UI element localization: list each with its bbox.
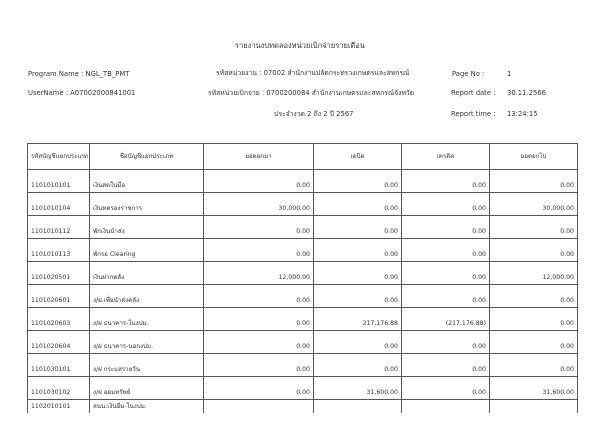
cell-credit: 0.00 — [402, 354, 490, 377]
cell-account-code: 1101010113 — [28, 239, 90, 262]
cell-account-code: 1101020501 — [28, 262, 90, 285]
cell-carried-forward: 12,000.00 — [490, 262, 578, 285]
col-header-account-name: ชื่อบัญชีแยกประเภท — [90, 144, 204, 170]
cell-debit — [314, 400, 402, 414]
cell-brought-forward: 0.00 — [204, 308, 314, 331]
cell-brought-forward: 0.00 — [204, 216, 314, 239]
cell-brought-forward: 0.00 — [204, 170, 314, 193]
report-title: รายงานงบทดลองหน่วยเบิกจ่ายรายเดือน — [235, 41, 365, 50]
table-row — [28, 239, 578, 262]
table-row — [28, 285, 578, 308]
cell-brought-forward: 0.00 — [204, 377, 314, 400]
cell-carried-forward: 0.00 — [490, 331, 578, 354]
cell-account-code: 1101010104 — [28, 193, 90, 216]
cell-account-name: เงินทดรองราชการ — [90, 193, 204, 216]
cell-account-name: เงินสดในมือ — [90, 170, 204, 193]
report-period: ประจำงวด 2 ถึง 2 ปี 2567 — [274, 110, 354, 118]
cell-credit: 0.00 — [402, 170, 490, 193]
report-time-value: 13:24:15 — [507, 110, 538, 118]
cell-account-name: ง/ฝ ธนาคาร-ในงปม. — [90, 308, 204, 331]
cell-account-code: 1101030102 — [28, 377, 90, 400]
trial-balance-table — [27, 143, 578, 413]
cell-account-code: 1101010112 — [28, 216, 90, 239]
cell-brought-forward: 0.00 — [204, 331, 314, 354]
cell-debit: 0.00 — [314, 331, 402, 354]
cell-account-name: พักรอ Clearing — [90, 239, 204, 262]
cell-debit: 0.00 — [314, 262, 402, 285]
report-date-label: Report date : — [451, 89, 496, 97]
table-row — [28, 308, 578, 331]
cell-brought-forward: 12,000.00 — [204, 262, 314, 285]
cell-carried-forward: 0.00 — [490, 308, 578, 331]
table-header-row — [28, 144, 578, 170]
col-header-brought-forward: ยอดยกมา — [204, 144, 314, 170]
cell-debit: 0.00 — [314, 285, 402, 308]
page-no-label: Page No : — [452, 70, 485, 78]
cell-account-name: ง/ฝ ออมทรัพย์ — [90, 377, 204, 400]
cell-credit: 0.00 — [402, 285, 490, 308]
report-time-label: Report time : — [451, 110, 496, 118]
cell-account-code: 1101010101 — [28, 170, 90, 193]
report-date-value: 30.11.2566 — [507, 89, 546, 97]
table-row — [28, 216, 578, 239]
table-row — [28, 193, 578, 216]
cell-debit: 31,600.00 — [314, 377, 402, 400]
table-row — [28, 170, 578, 193]
cell-account-code: 1101020604 — [28, 331, 90, 354]
cell-debit: 217,176.88 — [314, 308, 402, 331]
cell-account-name: ง/ฝ กระแสรายวัน — [90, 354, 204, 377]
username: UserName : A07002000841001 — [28, 89, 136, 97]
cell-carried-forward: 0.00 — [490, 239, 578, 262]
cell-account-code: 1101030101 — [28, 354, 90, 377]
cell-carried-forward: 0.00 — [490, 285, 578, 308]
cell-account-name: พักเงินนำส่ง — [90, 216, 204, 239]
cell-carried-forward: 0.00 — [490, 354, 578, 377]
cell-account-name: ง/ฝ ธนาคาร-นอกงปม. — [90, 331, 204, 354]
cell-account-code: 1101020601 — [28, 285, 90, 308]
cell-brought-forward: 0.00 — [204, 285, 314, 308]
cell-account-code: 1102010101 — [28, 400, 90, 414]
cell-debit: 0.00 — [314, 193, 402, 216]
col-header-account-code: รหัสบัญชีแยกประเภท — [28, 144, 90, 170]
table-row — [28, 400, 578, 414]
cell-account-code: 1101020603 — [28, 308, 90, 331]
table-row — [28, 331, 578, 354]
col-header-credit: เครดิต — [402, 144, 490, 170]
cell-debit: 0.00 — [314, 354, 402, 377]
cell-brought-forward: 30,000.00 — [204, 193, 314, 216]
cell-credit: 0.00 — [402, 193, 490, 216]
disbursing-unit: รหัสหน่วยเบิกจ่าย : 0700200084 สำนักงานเกษตรและสหกรณ์จังหวัด — [208, 89, 415, 97]
cell-debit: 0.00 — [314, 239, 402, 262]
cell-credit: 0.00 — [402, 377, 490, 400]
cell-carried-forward: 0.00 — [490, 170, 578, 193]
cell-carried-forward: 31,600.00 — [490, 377, 578, 400]
cell-account-name: ลนน.เงินยืม-ในงปม. — [90, 400, 204, 414]
cell-debit: 0.00 — [314, 216, 402, 239]
col-header-debit: เดบิต — [314, 144, 402, 170]
agency-code: รหัสหน่วยงาน : 07002 สำนักงานปลัดกระทรวงเกษตรและสหกรณ์ — [216, 69, 410, 77]
cell-credit: 0.00 — [402, 239, 490, 262]
table-row — [28, 354, 578, 377]
cell-account-name: เงินฝากคลัง — [90, 262, 204, 285]
table-row — [28, 377, 578, 400]
cell-carried-forward — [490, 400, 578, 414]
col-header-carried-forward: ยอดยกไป — [490, 144, 578, 170]
cell-brought-forward: 0.00 — [204, 239, 314, 262]
cell-credit: (217,176.88) — [402, 308, 490, 331]
cell-credit: 0.00 — [402, 262, 490, 285]
cell-account-name: ง/ฝ.เพื่อนำส่งคลัง — [90, 285, 204, 308]
table-row — [28, 262, 578, 285]
cell-credit: 0.00 — [402, 331, 490, 354]
cell-credit: 0.00 — [402, 216, 490, 239]
cell-brought-forward — [204, 400, 314, 414]
cell-carried-forward: 0.00 — [490, 216, 578, 239]
cell-brought-forward: 0.00 — [204, 354, 314, 377]
cell-debit: 0.00 — [314, 170, 402, 193]
cell-carried-forward: 30,000.00 — [490, 193, 578, 216]
page-no-value: 1 — [507, 70, 512, 78]
program-name: Program Name : NGL_TB_PMT — [28, 70, 130, 78]
cell-credit — [402, 400, 490, 414]
